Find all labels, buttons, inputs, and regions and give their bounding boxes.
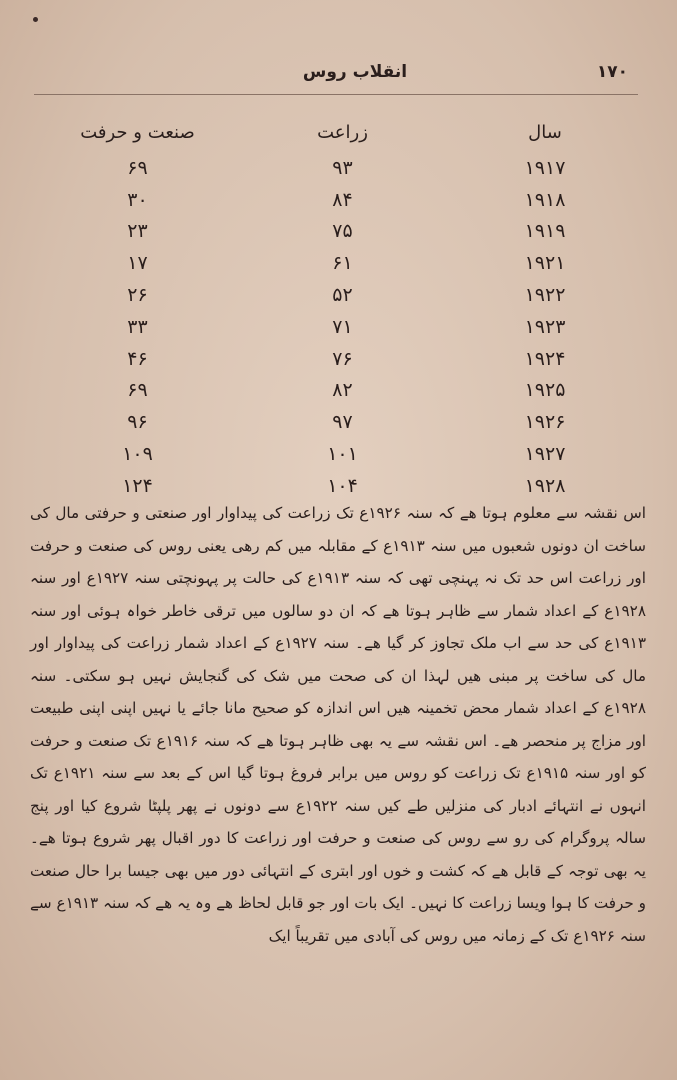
year-cell: ۱۹۲۳ [524,315,566,338]
table-row [40,247,640,279]
industry-cell: ۲۶ [127,284,148,307]
table-row [40,406,640,438]
agriculture-cell: ۹۳ [332,156,353,179]
agriculture-cell: ۷۶ [332,347,353,370]
table-row [40,375,640,407]
industry-cell: ۳۰ [127,188,148,211]
ink-dot [33,17,38,22]
year-cell: ۱۹۱۹ [524,220,566,243]
paragraph: اس نقشہ سے معلوم ہوتا ھے کہ سنہ ۱۹۲۶ع تک زراعت کی پیداوار اور صنعتی و حرفتی مال کی ساخت ان دونوں شعبوں میں سنہ ۱۹۱۳ع کے مقابلہ میں کم رھی یعنی روس کی صنعت و حرفت اور زراعت اس حد تک نہ پہنچی تھی کہ سنہ ۱۹۱۳ع کی حالت پر پہونچتی سنہ ۱۹۲۷ع اور سنہ ۱۹۲۸ع کے اعداد شمار سے ظاہر ہوتا ھے کہ ان دو سالوں میں ترقی خاطر خواہ ہوئی اور سنہ ۱۹۱۳ع کی حد سے اب ملک تجاوز کر گیا ھے۔ سنہ ۱۹۲۷ع کے اعداد شمار زراعت کی پیداوار اور مال کی ساخت پر مبنی ھیں لہذا ان کی صحت میں شک کی گنجایش نہیں ہو سکتی۔ سنہ ۱۹۲۸ع کے اعداد شمار محض تخمینہ ھیں اس اندازہ کو صحیح مانا جائے یا نہیں اپنی اپنی طبیعت اور مزاج پر منحصر ھے۔ اس نقشہ سے یہ بھی ظاہر ہوتا ھے کہ سنہ ۱۹۱۶ع تک صنعت و حرفت کو اور سنہ ۱۹۱۵ع تک زراعت کو روس میں برابر فروغ ہوتا گیا اس کے بعد سے سنہ ۱۹۲۱ع تک انہوں نے انتہائے ادبار کی منزلیں طے کیں سنہ ۱۹۲۲ع سے دونوں نے پھر پلپٹا شروع کیا اور پنج سالہ پروگرام کی رو سے روس کی صنعت و حرفت اور زراعت کا دور اقبال پھر شروع ہوتا ھے۔ یہ بھی توجہ کے قابل ھے کہ کشت و خوں اور ابتری کے انتہائی دور میں بھی جیسا برا حال صنعت و حرفت کا ہوا ویسا زراعت کا نہیں۔ ایک بات اور جو قابل لحاظ ھے وہ یہ ھے کہ سنہ ۱۹۱۳ع سے سنہ ۱۹۲۶ع تک کے زمانہ میں روس کی آبادی میں تقریباً ایک [30,504,647,945]
table-row [40,184,640,216]
table-row [40,279,640,311]
agriculture-cell: ۶۱ [332,252,353,275]
agriculture-cell: ۹۷ [332,411,353,434]
agriculture-cell: ۸۴ [332,188,353,211]
column-header-agriculture: زراعت [317,121,368,143]
year-cell: ۱۹۲۵ [524,379,566,402]
year-cell: ۱۹۲۸ [524,474,566,497]
year-cell: ۱۹۲۶ [524,411,566,434]
agriculture-cell: ۷۵ [332,220,353,243]
year-cell: ۱۹۲۴ [524,347,566,370]
agriculture-cell: ۱۰۱ [327,443,358,466]
agriculture-cell: ۱۰۴ [327,474,358,497]
agriculture-cell: ۷۱ [332,315,353,338]
year-cell: ۱۹۲۷ [524,443,566,466]
column-header-industry: صنعت و حرفت [80,121,195,143]
page-number: ۱۷۰ [596,62,628,82]
table-row [40,216,640,248]
table-row [40,311,640,343]
year-cell: ۱۹۲۲ [524,284,566,307]
column-header-year: سال [528,121,562,143]
body-text [30,497,646,952]
industry-cell: ۹۶ [127,411,148,434]
agriculture-cell: ۵۲ [332,284,353,307]
statistics-table [40,112,640,502]
table-row [40,343,640,375]
industry-cell: ۱۰۹ [122,443,153,466]
industry-cell: ۴۶ [127,347,148,370]
industry-cell: ۱۲۴ [122,474,153,497]
header-rule [34,94,638,95]
industry-cell: ۶۹ [127,379,148,402]
year-cell: ۱۹۲۱ [524,252,566,275]
table-row [40,152,640,184]
table-header-row [40,112,640,152]
running-title: انقلاب روس [302,62,408,82]
year-cell: ۱۹۱۸ [524,188,566,211]
industry-cell: ۲۳ [127,220,148,243]
industry-cell: ۳۳ [127,315,148,338]
agriculture-cell: ۸۲ [332,379,353,402]
industry-cell: ۶۹ [127,156,148,179]
industry-cell: ۱۷ [127,252,148,275]
table-row [40,438,640,470]
year-cell: ۱۹۱۷ [524,156,566,179]
